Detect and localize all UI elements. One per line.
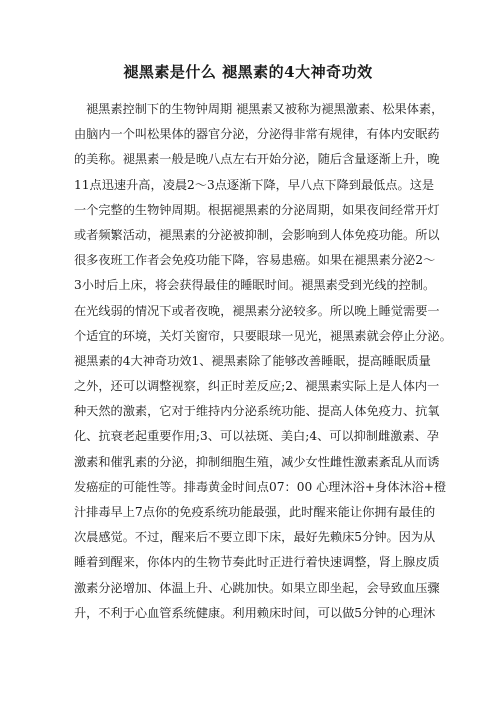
document-title: 褪黑素是什么 褪黑素的4大神奇功效 [123,63,373,81]
text-line: 一个完整的生物钟周期。根据褪黑素的分泌周期，如果夜间经常开灯 [74,202,440,217]
text-line: 褪黑素的4大神奇功效1、褪黑素除了能够改善睡眠，提高睡眠质量 [74,353,431,368]
text-line: 个适宜的环境，关灯关窗帘，只要眼球一见光，褪黑素就会停止分泌。 [74,328,452,343]
document-body [74,97,452,626]
text-line: 化、抗衰老起重要作用;3、可以祛斑、美白;4、可以抑制雌激素、孕 [74,429,439,444]
text-line: 或者频繁活动，褪黑素的分泌被抑制，会影响到人体免疫功能。所以 [74,227,440,242]
text-line: 激素和催乳素的分泌，抑制细胞生殖，减少女性雌性激素紊乱从而诱 [74,454,440,469]
text-line: 激素分泌增加、体温上升、心跳加快。如果立即坐起，会导致血压骤 [74,580,440,595]
text-line: 睡着到醒来，你体内的生物节奏此时正进行着快速调整，肾上腺皮质 [74,555,440,570]
text-line: 的美称。褪黑素一般是晚八点左右开始分泌，随后含量逐渐上升，晚 [74,152,440,167]
text-line: 之外，还可以调整视察，纠正时差反应;2、褪黑素实际上是人体内一 [74,379,440,394]
text-line: 次晨感觉。不过，醒来后不要立即下床，最好先赖床5分钟。因为从 [74,530,436,545]
text-line: 很多夜班工作者会免疫功能下降，容易患癌。如果在褪黑素分泌2～ [74,253,436,268]
text-line: 种天然的激素，它对于维持内分泌系统功能、提高人体免疫力、抗氧 [74,404,440,419]
text-line: 褪黑素控制下的生物钟周期 褪黑素又被称为褪黑激素、松果体素， [86,102,444,116]
text-line: 11点迅速升高，凌晨2～3点逐渐下降，早八点下降到最低点。这是 [74,177,435,192]
text-line: 升，不利于心血管系统健康。利用赖床时间，可以做5分钟的心理沐 [74,605,436,620]
text-line: 发癌症的可能性等。排毒黄金时间点07：00 心理沐浴+身体沐浴+橙 [74,479,447,494]
text-line: 在光线弱的情况下或者夜晚，褪黑素分泌较多。所以晚上睡觉需要一 [74,303,440,318]
text-line: 3小时后上床，将会获得最佳的睡眠时间。褪黑素受到光线的控制。 [74,278,436,293]
text-line: 汁排毒早上7点你的免疫系统功能最强，此时醒来能让你拥有最佳的 [74,505,436,519]
text-line: 由脑内一个叫松果体的器官分泌，分泌得非常有规律，有体内安眠药 [74,127,440,142]
